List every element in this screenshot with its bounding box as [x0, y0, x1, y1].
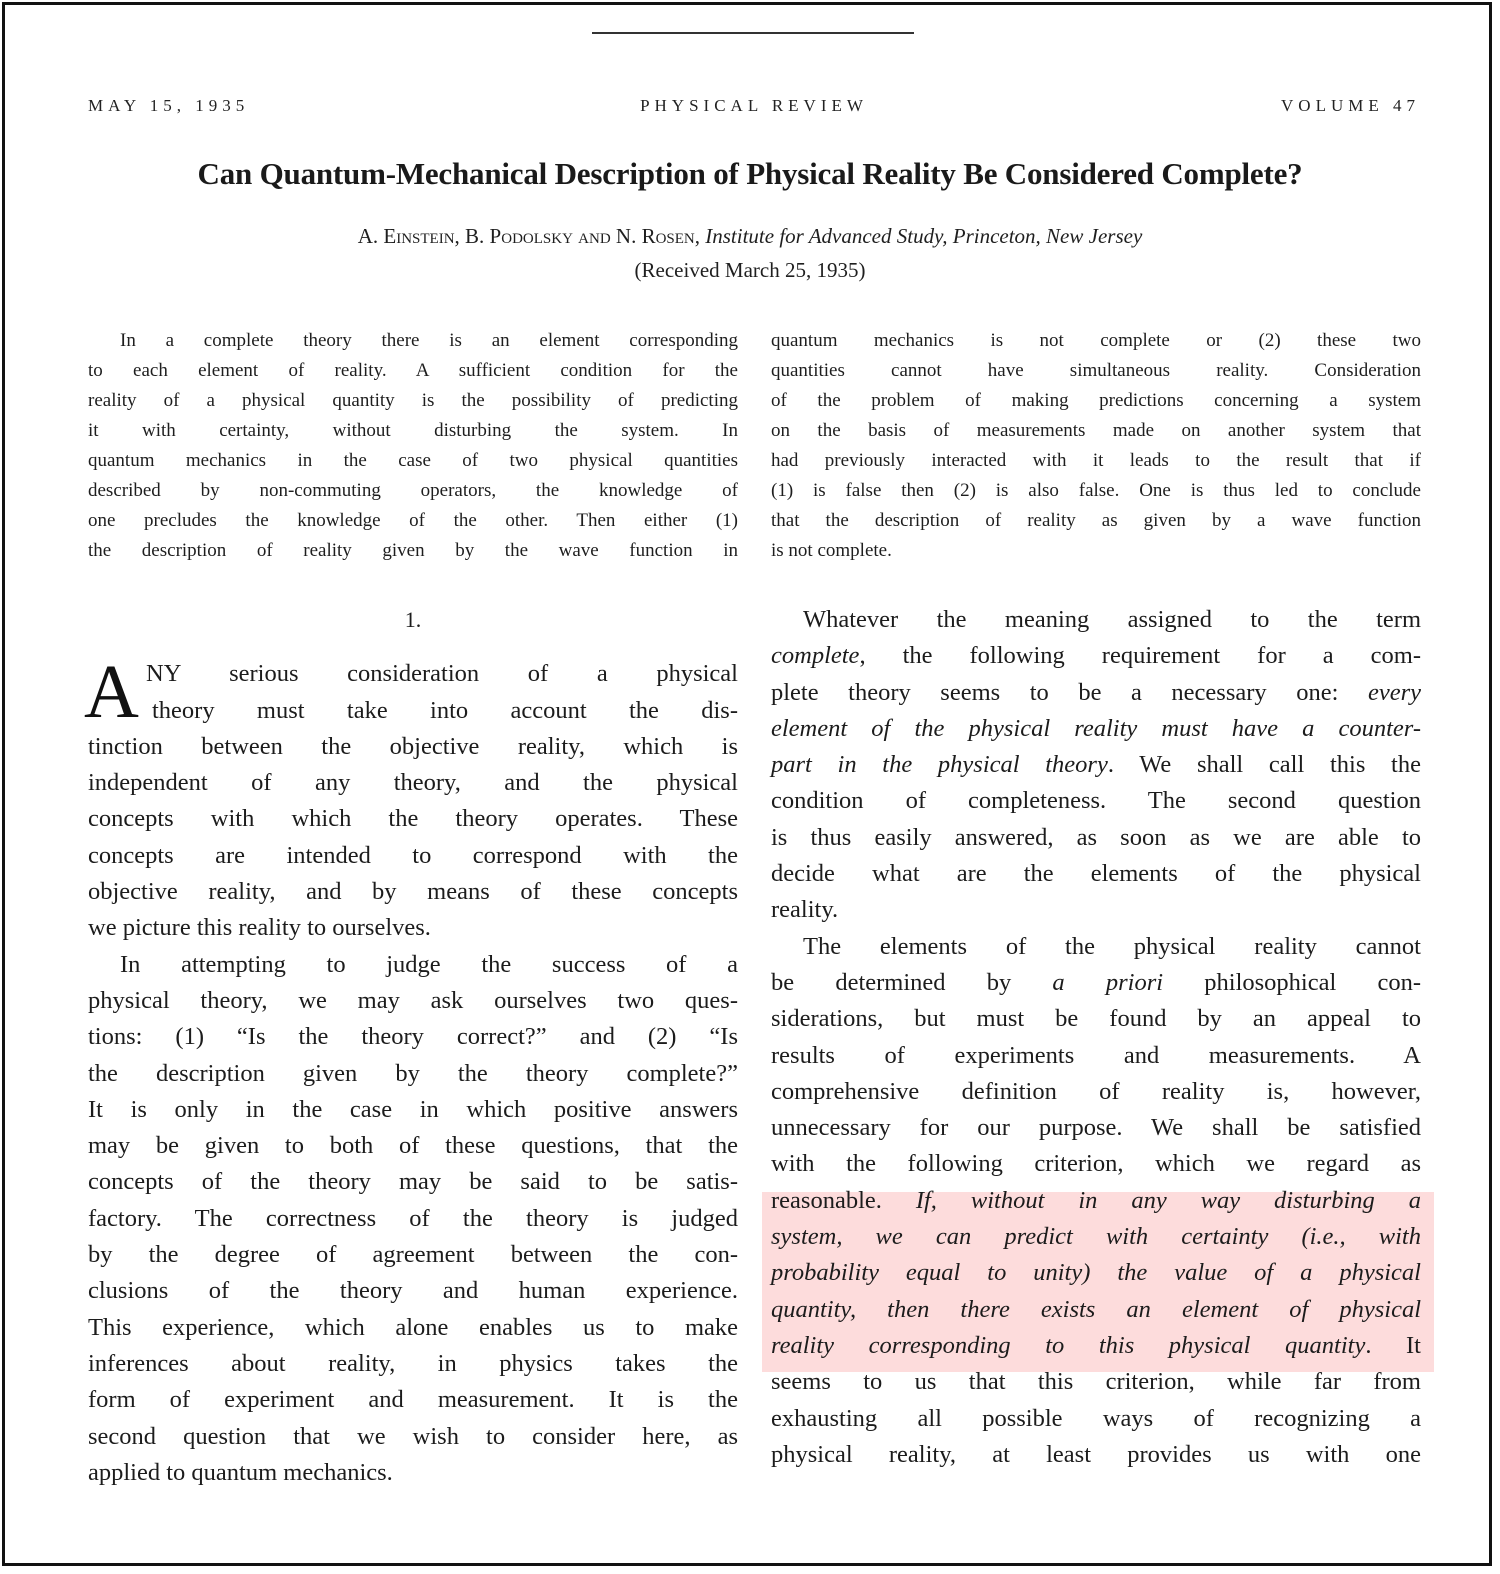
criterion-line: system, we can predict with certainty (i.e., with: [771, 1223, 1421, 1251]
article-title: Can Quantum-Mechanical Description of Physical Reality Be Considered Complete?: [197, 156, 1303, 191]
body-text: plete theory seems to be a necessary one:: [771, 678, 1368, 706]
body-text: reasonable.: [771, 1186, 916, 1214]
abstract-right-column: [771, 326, 1421, 566]
body-line: Whatever the meaning assigned to the term: [803, 606, 1421, 633]
criterion-line: quantity, then there exists an element of physical: [771, 1295, 1421, 1323]
body-line: physical reality, at least provides us with one: [771, 1440, 1421, 1468]
body-line: by the degree of agreement between the con-: [88, 1241, 738, 1269]
body-line: clusions of the theory and human experience.: [88, 1277, 738, 1305]
abstract-line: reality of a physical quantity is the possibility of predicting: [88, 390, 738, 411]
body-line: condition of completeness. The second question: [771, 787, 1421, 815]
body-text: philosophical con-: [1163, 968, 1422, 996]
journal-name: PHYSICAL REVIEW: [640, 96, 868, 115]
body-line: inferences about reality, in physics takes the: [88, 1349, 738, 1377]
body-line: the description given by the theory complete?”: [88, 1059, 738, 1087]
abstract-line: quantum mechanics in the case of two physical quantities: [88, 450, 738, 471]
running-head: [88, 96, 1420, 120]
abstract-line: to each element of reality. A sufficient condition for the: [88, 360, 738, 381]
body-text: . We shall call this the: [1107, 751, 1421, 779]
criterion-text: reality corresponding to this physical quantity: [771, 1331, 1366, 1359]
body-line: second question that we wish to consider here, as: [88, 1422, 738, 1450]
body-line: with the following criterion, which we regard as: [771, 1150, 1421, 1178]
volume-number: VOLUME 47: [1281, 96, 1420, 115]
body-line: concepts with which the theory operates. These: [88, 805, 738, 833]
body-left-column: [84, 602, 738, 1491]
abstract-line: described by non-commuting operators, the knowledge of: [88, 480, 738, 501]
body-line: results of experiments and measurements. A: [771, 1041, 1421, 1069]
body-text: NY serious consideration of a physical: [146, 660, 738, 688]
emphasis: every: [1367, 678, 1421, 706]
criterion-text: If, without in any way disturbing a: [915, 1186, 1421, 1214]
received-date: (Received March 25, 1935): [634, 258, 866, 282]
body-line: [771, 675, 1421, 711]
body-line: reality.: [771, 896, 839, 924]
abstract-line: that the description of reality as given by a wave function: [771, 510, 1421, 531]
abstract-line: it with certainty, without disturbing the system. In: [88, 420, 738, 441]
abstract-line: had previously interacted with it leads to the result that if: [771, 450, 1421, 471]
body-text: , the following requirement for a com-: [859, 642, 1421, 670]
criterion-line: probability equal to unity) the value of a physical: [771, 1259, 1421, 1287]
abstract-line: quantum mechanics is not complete or (2) these two: [771, 330, 1421, 351]
drop-cap: A: [84, 650, 139, 735]
body-line: concepts of the theory may be said to be satis-: [88, 1168, 738, 1196]
body-text: . It: [1365, 1331, 1421, 1359]
section-number: 1.: [404, 607, 422, 632]
body-line: decide what are the elements of the physical: [771, 860, 1421, 888]
authors: A. Einstein, B. Podolsky and N. Rosen,: [357, 224, 700, 248]
body-line: we picture this reality to ourselves.: [88, 914, 431, 942]
body-text: be determined by: [771, 968, 1053, 996]
body-line: unnecessary for our purpose. We shall be satisfied: [771, 1114, 1421, 1142]
body-line: [771, 1328, 1421, 1364]
body-line: The elements of the physical reality cannot: [803, 932, 1421, 960]
body-line: It is only in the case in which positive answers: [88, 1095, 738, 1123]
abstract-left-column: [88, 326, 738, 566]
affiliation: Institute for Advanced Study, Princeton, New Jersey: [705, 224, 1143, 248]
body-line: This experience, which alone enables us to make: [88, 1313, 738, 1341]
body-line: tions: (1) “Is the theory correct?” and (2) “Is: [88, 1023, 738, 1051]
body-line: is thus easily answered, as soon as we are able to: [771, 823, 1421, 851]
emphasis: part in the physical theory: [771, 751, 1108, 779]
body-line: [771, 638, 1421, 674]
body-line: siderations, but must be found by an appeal to: [771, 1005, 1421, 1033]
body-line: form of experiment and measurement. It is the: [88, 1386, 738, 1414]
body-line: objective reality, and by means of these concepts: [88, 878, 738, 906]
abstract-line: In a complete theory there is an element corresponding: [120, 330, 738, 351]
abstract-line: is not complete.: [771, 540, 892, 561]
body-line: exhausting all possible ways of recognizing a: [771, 1404, 1421, 1432]
emphasis: complete: [771, 642, 860, 670]
body-line: physical theory, we may ask ourselves two ques-: [88, 986, 738, 1014]
body-line: theory must take into account the dis-: [152, 696, 738, 724]
body-line: [771, 747, 1421, 783]
body-line: comprehensive definition of reality is, however,: [771, 1077, 1421, 1105]
author-line: [0, 224, 1500, 249]
body-line: concepts are intended to correspond with the: [88, 841, 738, 869]
body-line: [771, 965, 1421, 1001]
body-line: In attempting to judge the success of a: [120, 950, 738, 978]
emphasis: a priori: [1052, 968, 1164, 996]
body-line: applied to quantum mechanics.: [88, 1458, 393, 1486]
abstract-line: of the problem of making predictions concerning a system: [771, 390, 1421, 411]
body-line: factory. The correctness of the theory is judged: [88, 1204, 738, 1232]
abstract-line: one precludes the knowledge of the other. Then either (1): [88, 510, 738, 531]
issue-date: MAY 15, 1935: [88, 96, 250, 115]
body-line: may be given to both of these questions, that the: [88, 1132, 738, 1160]
top-rule: [592, 32, 914, 34]
body-right-column: [771, 602, 1421, 1473]
body-line: seems to us that this criterion, while far from: [771, 1368, 1421, 1396]
body-line: tinction between the objective reality, which is: [88, 732, 738, 760]
abstract-line: (1) is false then (2) is also false. One is thus led to conclude: [771, 480, 1421, 501]
abstract-line: on the basis of measurements made on another system that: [771, 420, 1421, 441]
abstract-line: the description of reality given by the wave function in: [88, 540, 738, 561]
abstract-line: quantities cannot have simultaneous reality. Consideration: [771, 360, 1421, 381]
body-line: element of the physical reality must have a counter-: [771, 714, 1421, 742]
body-line: independent of any theory, and the physical: [88, 769, 738, 797]
body-line: [771, 1183, 1421, 1219]
